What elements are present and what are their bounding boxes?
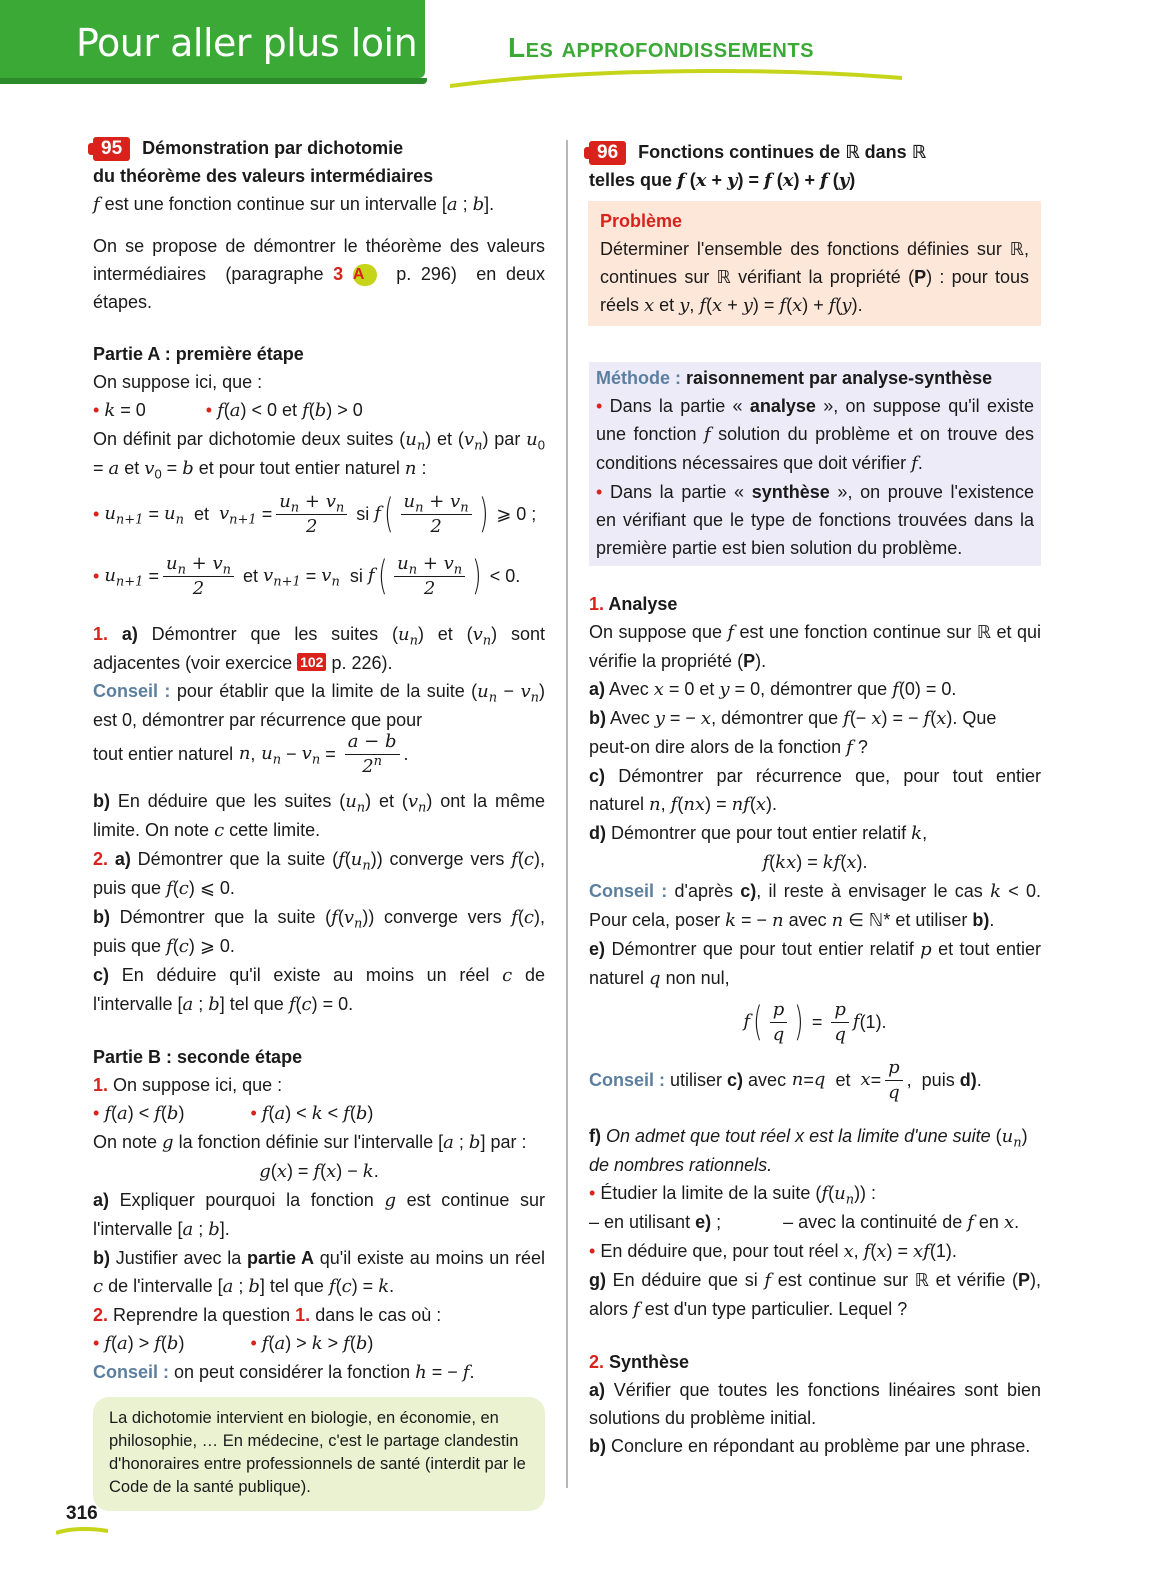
- partB-conditions-2: • f(a) > f(b) • f(a) > k > f(b): [93, 1333, 374, 1354]
- exercise-96-title-line2: telles que f (x + y) = f (x) + f (y): [589, 170, 856, 191]
- exercise-number: 96: [589, 141, 626, 165]
- method-box: [589, 362, 1041, 566]
- section-title: Pour aller plus loin: [76, 21, 418, 65]
- exercise-number: 95: [93, 137, 130, 161]
- method-title: Méthode : raisonnement par analyse-synthèse: [596, 368, 993, 388]
- exercise-96-title: 96 Fonctions continues de ℝ dans ℝ: [589, 138, 1041, 166]
- partB-b: b) Justifier avec la partie A qu'il existe au moins un réel c de l'intervalle [a ; b] tel que f(c) = k.: [93, 1248, 545, 1297]
- synthese-a: a) Vérifier que toutes les fonctions linéaires sont bien solutions du problème initial.: [589, 1380, 1041, 1428]
- synthese-b: b) Conclure en répondant au problème par une phrase.: [589, 1436, 1031, 1456]
- page-number: 316: [66, 1503, 98, 1524]
- page-number-swoosh: [56, 1526, 108, 1536]
- synthese-title: 2. Synthèse: [589, 1352, 690, 1372]
- question-2a: 2. a) Démontrer que la suite $(f(u_n))$ converge vers f(c), puis que f(c) ⩽ 0.: [93, 849, 545, 899]
- question-1b: b) En déduire que les suites $(u_n)$ et $(v_n)$ ont la même limite. On note c cette limite.: [93, 791, 545, 841]
- partB-conseil: Conseil : on peut considérer la fonction h = − f.: [93, 1362, 475, 1383]
- exercise-95-title: 95 Démonstration par dichotomie: [93, 134, 545, 162]
- dichotomy-note: La dichotomie intervient en biologie, en économie, en philosophie, … En médecine, c'est le partage clandestin d'honoraires entre professionnels de santé (interdit par le Code de la santé publique).: [93, 1397, 545, 1511]
- analyse-g: g) En déduire que si f est continue sur ℝ et vérifie (P), alors f est d'un type particulier. Lequel ?: [589, 1270, 1041, 1320]
- analyse-d: d) Démontrer que pour tout entier relatif k,: [589, 823, 928, 844]
- exercise-95-title-line2: du théorème des valeurs intermédiaires: [93, 166, 434, 186]
- exercise-95: [93, 134, 545, 1511]
- analyse-conseil: Conseil : d'après c), il reste à envisager le cas k < 0. Pour cela, poser k = − n avec n ∈ ℕ* et utiliser b).: [589, 881, 1041, 931]
- question-1a: 1. a) Démontrer que les suites $(u_n)$ et $(v_n)$ sont adjacentes (voir exercice 102 p. 226).: [93, 624, 545, 673]
- partA-suppose: On suppose ici, que :: [93, 372, 263, 392]
- analyse-f: f) On admet que tout réel x est la limite d'une suite $(u_n)$ de nombres rationnels.: [589, 1126, 1028, 1175]
- section-subtitle: Les approfondissements: [508, 32, 814, 63]
- analyse-f-dashes: – en utilisant e) ; – avec la continuité de f en x.: [589, 1212, 1020, 1233]
- header-swoosh: [450, 62, 910, 92]
- partA-title: Partie A : première étape: [93, 344, 304, 364]
- rule-1: • $u_{n+1}$ = $u_n$ et $v_{n+1}$ = $\frac{u_n + v_n}{2}$ si f ( $\frac{u_n + v_n}{2}$ ) ⩾ 0 ;: [93, 490, 537, 537]
- conseil-1: Conseil : pour établir que la limite de la suite $(u_n - v_n)$ est 0, démontrer par récurrence que pour: [93, 681, 546, 730]
- conseil-1-formula: tout entier naturel n , $u_n$ − $v_n$ = $\frac{a - b}{2^n}$ .: [93, 730, 409, 777]
- analyse-f-bullet-2: • En déduire que, pour tout réel x, f(x) = xf(1).: [589, 1241, 957, 1262]
- partB-q2: 2. Reprendre la question 1. dans le cas où :: [93, 1305, 442, 1325]
- analyse-intro: On suppose que f est une fonction continue sur ℝ et qui vérifie la propriété (P).: [589, 622, 1041, 671]
- question-2c: c) En déduire qu'il existe au moins un réel c de l'intervalle [a ; b] tel que f(c) = 0.: [93, 965, 545, 1015]
- analyse-a: a) Avec x = 0 et y = 0, démontrer que f(0) = 0.: [589, 679, 957, 700]
- rule-2: • $u_{n+1}$ = $\frac{u_n + v_n}{2}$ et $v_{n+1}$ = $v_n$ si f ( $\frac{u_n + v_n}{2}$ ) < 0.: [93, 552, 521, 599]
- partB-conditions: • f(a) < f(b) • f(a) < k < f(b): [93, 1103, 374, 1124]
- partB-q1: 1. On suppose ici, que :: [93, 1075, 283, 1095]
- partA-definition: On définit par dichotomie deux suites $(u_n)$ et $(v_n)$ par $u_0 = a$ et $v_0 = b$ et pour tout entier naturel n :: [93, 429, 545, 482]
- exercise-96: [589, 134, 1041, 1460]
- analyse-b: b) Avec y = − x, démontrer que f(− x) = − f(x). Que peut-on dire alors de la fonction f ?: [589, 708, 997, 758]
- partB-title: Partie B : seconde étape: [93, 1047, 303, 1067]
- partA-conditions: • k = 0 • f(a) < 0 et f(b) > 0: [93, 400, 363, 421]
- partB-g: g(x) = f(x) − k.: [259, 1161, 379, 1182]
- problem-text: Déterminer l'ensemble des fonctions définies sur ℝ, continues sur ℝ vérifiant la propriété (P) : pour tous réels x et y, f(x + y) = f(x) + f(y).: [600, 239, 1029, 316]
- column-divider: [566, 140, 568, 1488]
- analyse-f-bullet-1: • Étudier la limite de la suite $(f(u_n))$ :: [589, 1183, 877, 1208]
- analyse-title: 1. Analyse: [589, 594, 678, 614]
- problem-box: [588, 201, 1041, 326]
- analyse-d-eq: f(kx) = kf(x).: [762, 852, 868, 873]
- problem-label: Problème: [600, 211, 683, 231]
- ref-circle-a: A: [353, 264, 377, 286]
- exercise-ref-badge: 102: [297, 653, 326, 671]
- method-bullet-2: • Dans la partie « synthèse », on prouve l'existence en vérifiant que le type de fonctions trouvées dans la première partie est bien solution du problème.: [596, 482, 1034, 558]
- question-2b: b) Démontrer que la suite $(f(v_n))$ converge vers f(c), puis que f(c) ⩾ 0.: [93, 907, 545, 957]
- partB-a: a) Expliquer pourquoi la fonction g est continue sur l'intervalle [a ; b].: [93, 1190, 545, 1240]
- analyse-c: c) Démontrer par récurrence que, pour tout entier naturel n, f(nx) = nf(x).: [589, 766, 1041, 815]
- intro-text: f est une fonction continue sur un intervalle [a ; b].: [93, 194, 495, 215]
- intro-paragraph: On se propose de démontrer le théorème des valeurs intermédiaires (paragraphe 3 A p. 296) en deux étapes.: [93, 236, 545, 312]
- analyse-e: e) Démontrer que pour tout entier relatif p et tout entier naturel q non nul,: [589, 939, 1041, 989]
- analyse-e-eq: f ( $\frac{p}{q}$ ) = $\frac{p}{q}$ f (1).: [743, 998, 887, 1045]
- method-bullet-1: • Dans la partie « analyse », on suppose qu'il existe une fonction f solution du problème et on trouve des conditions nécessaires que doit vérifier f.: [596, 396, 1034, 474]
- partB-note: On note g la fonction définie sur l'intervalle [a ; b] par :: [93, 1132, 527, 1153]
- analyse-conseil-2: Conseil : utiliser c) avec n = q et x = $\frac{p}{q}$ , puis d) .: [589, 1056, 982, 1103]
